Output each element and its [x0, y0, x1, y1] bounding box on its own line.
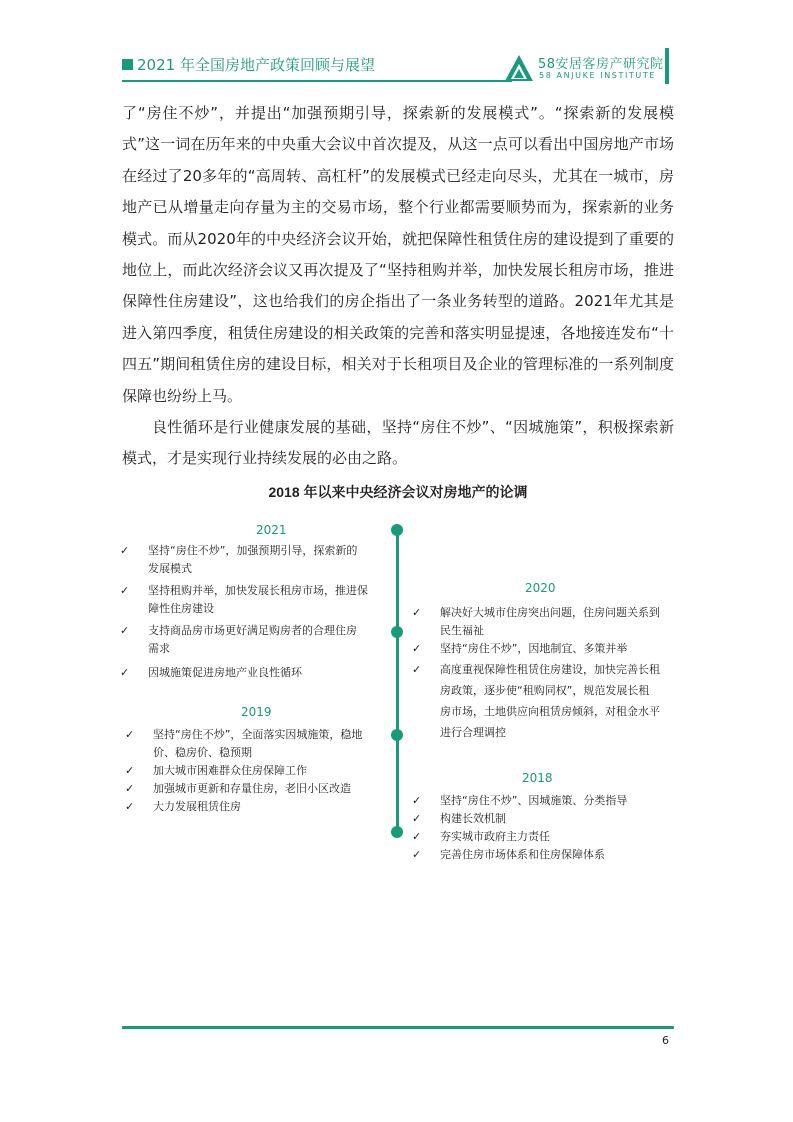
- check-icon: ✓: [125, 782, 135, 795]
- list-item: 进行合理调控: [440, 726, 506, 739]
- timeline-axis: [396, 530, 399, 833]
- list-item: 解决好大城市住房突出问题，住房问题关系到: [440, 606, 660, 619]
- timeline-dot: [391, 524, 403, 536]
- check-icon: ✓: [412, 830, 422, 843]
- check-icon: ✓: [412, 663, 422, 676]
- header-title: 2021 年全国房地产政策回顾与展望: [137, 56, 375, 74]
- check-icon: ✓: [120, 584, 130, 597]
- check-icon: ✓: [125, 728, 135, 741]
- check-icon: ✓: [412, 606, 422, 619]
- list-item: 加强城市更新和存量住房，老旧小区改造: [153, 782, 351, 795]
- list-item: 价、稳房价、稳预期: [153, 746, 252, 759]
- footer-rule: [122, 1026, 674, 1029]
- logo-icon: [504, 54, 534, 82]
- list-item: 发展模式: [148, 562, 192, 575]
- check-icon: ✓: [125, 764, 135, 777]
- check-icon: ✓: [412, 812, 422, 825]
- list-item: 大力发展租赁住房: [153, 800, 241, 813]
- year-2020-label: 2020: [525, 581, 556, 595]
- year-2019-label: 2019: [241, 705, 272, 719]
- year-2018-label: 2018: [522, 771, 553, 785]
- header-rule: [122, 80, 512, 82]
- list-item: 民生福祉: [440, 624, 484, 637]
- check-icon: ✓: [412, 848, 422, 861]
- list-item: 坚持“房住不炒”，加强预期引导，探索新的: [148, 544, 358, 557]
- list-item: 完善住房市场体系和住房保障体系: [440, 848, 605, 861]
- list-item: 加大城市困难群众住房保障工作: [153, 764, 307, 777]
- logo-subtext: 58 ANJUKE INSTITUTE: [539, 71, 656, 80]
- logo-divider: [665, 48, 669, 84]
- list-item: 房市场，土地供应向租赁房倾斜，对租金水平: [440, 705, 660, 718]
- list-item: 需求: [148, 642, 170, 655]
- list-item: 房政策，逐步使“租购同权”，规范发展长租: [440, 684, 650, 697]
- timeline-dot: [391, 729, 403, 741]
- list-item: 夯实城市政府主力责任: [440, 830, 550, 843]
- list-item: 构建长效机制: [440, 812, 506, 825]
- paragraph-1: 了“房住不炒”，并提出“加强预期引导，探索新的发展模式”。“探索新的发展模式”这一词在历年来的中央重大会议中首次提及，从这一点可以看出中国房地产市场在经过了20多年的“高周转、高杠杆”的发展模式已经走向尽头，尤其在一城市，房地产已从增量走向存量为主的交易市场，整个行业都需要顺势而为，探索新的业务模式。而从2020年的中央经济会议开始，就把保障性租赁住房的建设提到了重要的地位上，而此次经济会议又再次提及了“坚持租购并举，加快发展长租房市场，推进保障性住房建设”，这也给我们的房企指出了一条业务转型的道路。2021年尤其是进入第四季度，租赁住房建设的相关政策的完善和落实明显提速，各地接连发布“十四五”期间租赁住房的建设目标，相关对于长租项目及企业的管理标准的一系列制度保障也纷纷上马。: [122, 104, 674, 405]
- timeline-dot: [391, 826, 403, 838]
- header-marker: [122, 59, 133, 70]
- logo-text: 58安居客房产研究院: [538, 57, 664, 72]
- list-item: 支持商品房市场更好满足购房者的合理住房: [148, 624, 357, 637]
- list-item: 坚持“房住不炒”、因城施策、分类指导: [440, 794, 628, 807]
- body-text: [122, 98, 674, 475]
- check-icon: ✓: [412, 794, 422, 807]
- check-icon: ✓: [412, 642, 422, 655]
- year-2021-label: 2021: [256, 523, 287, 537]
- list-item: 高度重视保障性租赁住房建设，加快完善长租: [440, 663, 660, 676]
- page-number: 6: [662, 1034, 669, 1047]
- check-icon: ✓: [125, 800, 135, 813]
- check-icon: ✓: [120, 544, 130, 557]
- list-item: 坚持“房住不炒”，因地制宜、多策并举: [440, 642, 628, 655]
- paragraph-2: 良性循环是行业健康发展的基础，坚持“房住不炒”、“因城施策”，积极探索新模式，才是实现行业持续发展的必由之路。: [122, 418, 674, 468]
- chart-title: 2018 年以来中央经济会议对房地产的论调: [268, 484, 528, 500]
- list-item: 障性住房建设: [148, 602, 214, 615]
- timeline-dot: [391, 626, 403, 638]
- check-icon: ✓: [120, 624, 130, 637]
- check-icon: ✓: [120, 666, 130, 679]
- list-item: 坚持“房住不炒”，全面落实因城施策，稳地: [153, 728, 363, 741]
- list-item: 坚持租购并举，加快发展长租房市场，推进保: [148, 584, 368, 597]
- list-item: 因城施策促进房地产业良性循环: [148, 666, 302, 679]
